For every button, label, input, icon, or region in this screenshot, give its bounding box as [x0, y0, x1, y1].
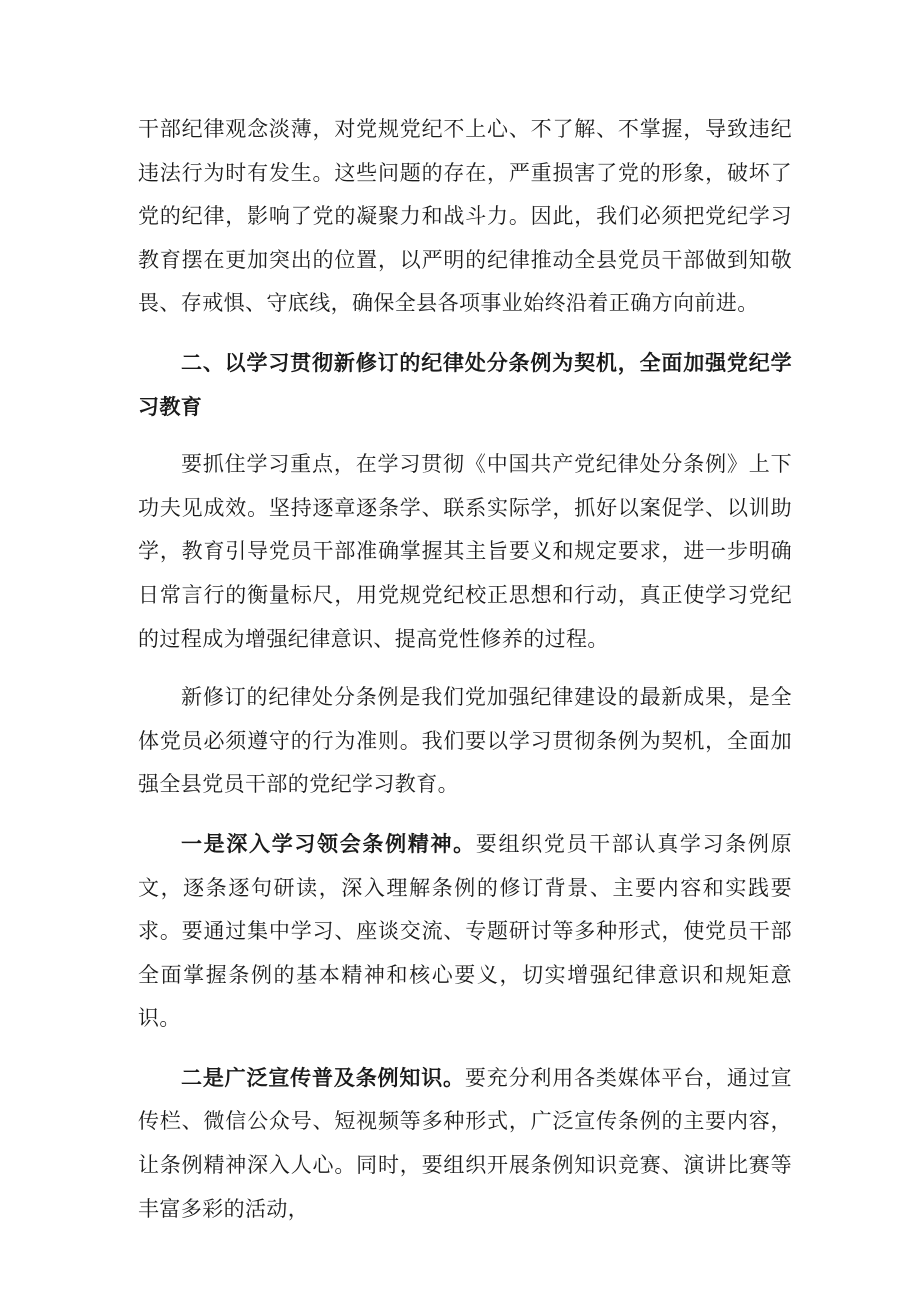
paragraph-1: 干部纪律观念淡薄，对党规党纪不上心、不了解、不掌握，导致违纪违法行为时有发生。这些问题的存在，严重损害了党的形象，破坏了党的纪律，影响了党的凝聚力和战斗力。因此，我们必须把党纪学习教育摆在更加突出的位置，以严明的纪律推动全县党员干部做到知敬畏、存戒惧、守底线，确保全县各项事业始终沿着正确方向前进。 — [138, 117, 792, 316]
paragraph-4 — [138, 822, 792, 1041]
paragraph-2: 要抓住学习重点，在学习贯彻《中国共产党纪律处分条例》上下功夫见成效。坚持逐章逐条学、联系实际学，抓好以案促学、以训助学，教育引导党员干部准确掌握其主旨要义和规定要求，进一步明确日常言行的衡量标尺，用党规党纪校正思想和行动，真正使学习党纪的过程成为增强纪律意识、提高党性修养的过程。 — [138, 452, 792, 651]
section-heading-2: 二、以学习贯彻新修订的纪律处分条例为契机，全面加强党纪学习教育 — [138, 349, 792, 419]
paragraph-4-lead: 一是深入学习领会条例精神。 — [181, 830, 476, 856]
paragraph-3: 新修订的纪律处分条例是我们党加强纪律建设的最新成果，是全体党员必须遵守的行为准则。我们要以学习贯彻条例为契机，全面加强全县党员干部的党纪学习教育。 — [138, 685, 792, 797]
paragraph-5-body: 要充分利用各类媒体平台，通过宣传栏、微信公众号、短视频等多种形式，广泛宣传条例的主要内容，让条例精神深入人心。同时，要组织开展条例知识竞赛、演讲比赛等丰富多彩的活动， — [138, 1065, 793, 1221]
paragraph-5-lead: 二是广泛宣传普及条例知识。 — [181, 1064, 465, 1090]
paragraph-4-body: 要组织党员干部认真学习条例原文，逐条逐句研读，深入理解条例的修订背景、主要内容和实践要求。要通过集中学习、座谈交流、专题研讨等多种形式，使党员干部全面掌握条例的基本精神和核心要义，切实增强纪律意识和规矩意识。 — [138, 831, 792, 1031]
paragraph-5 — [138, 1056, 792, 1231]
document-page — [138, 108, 792, 1246]
